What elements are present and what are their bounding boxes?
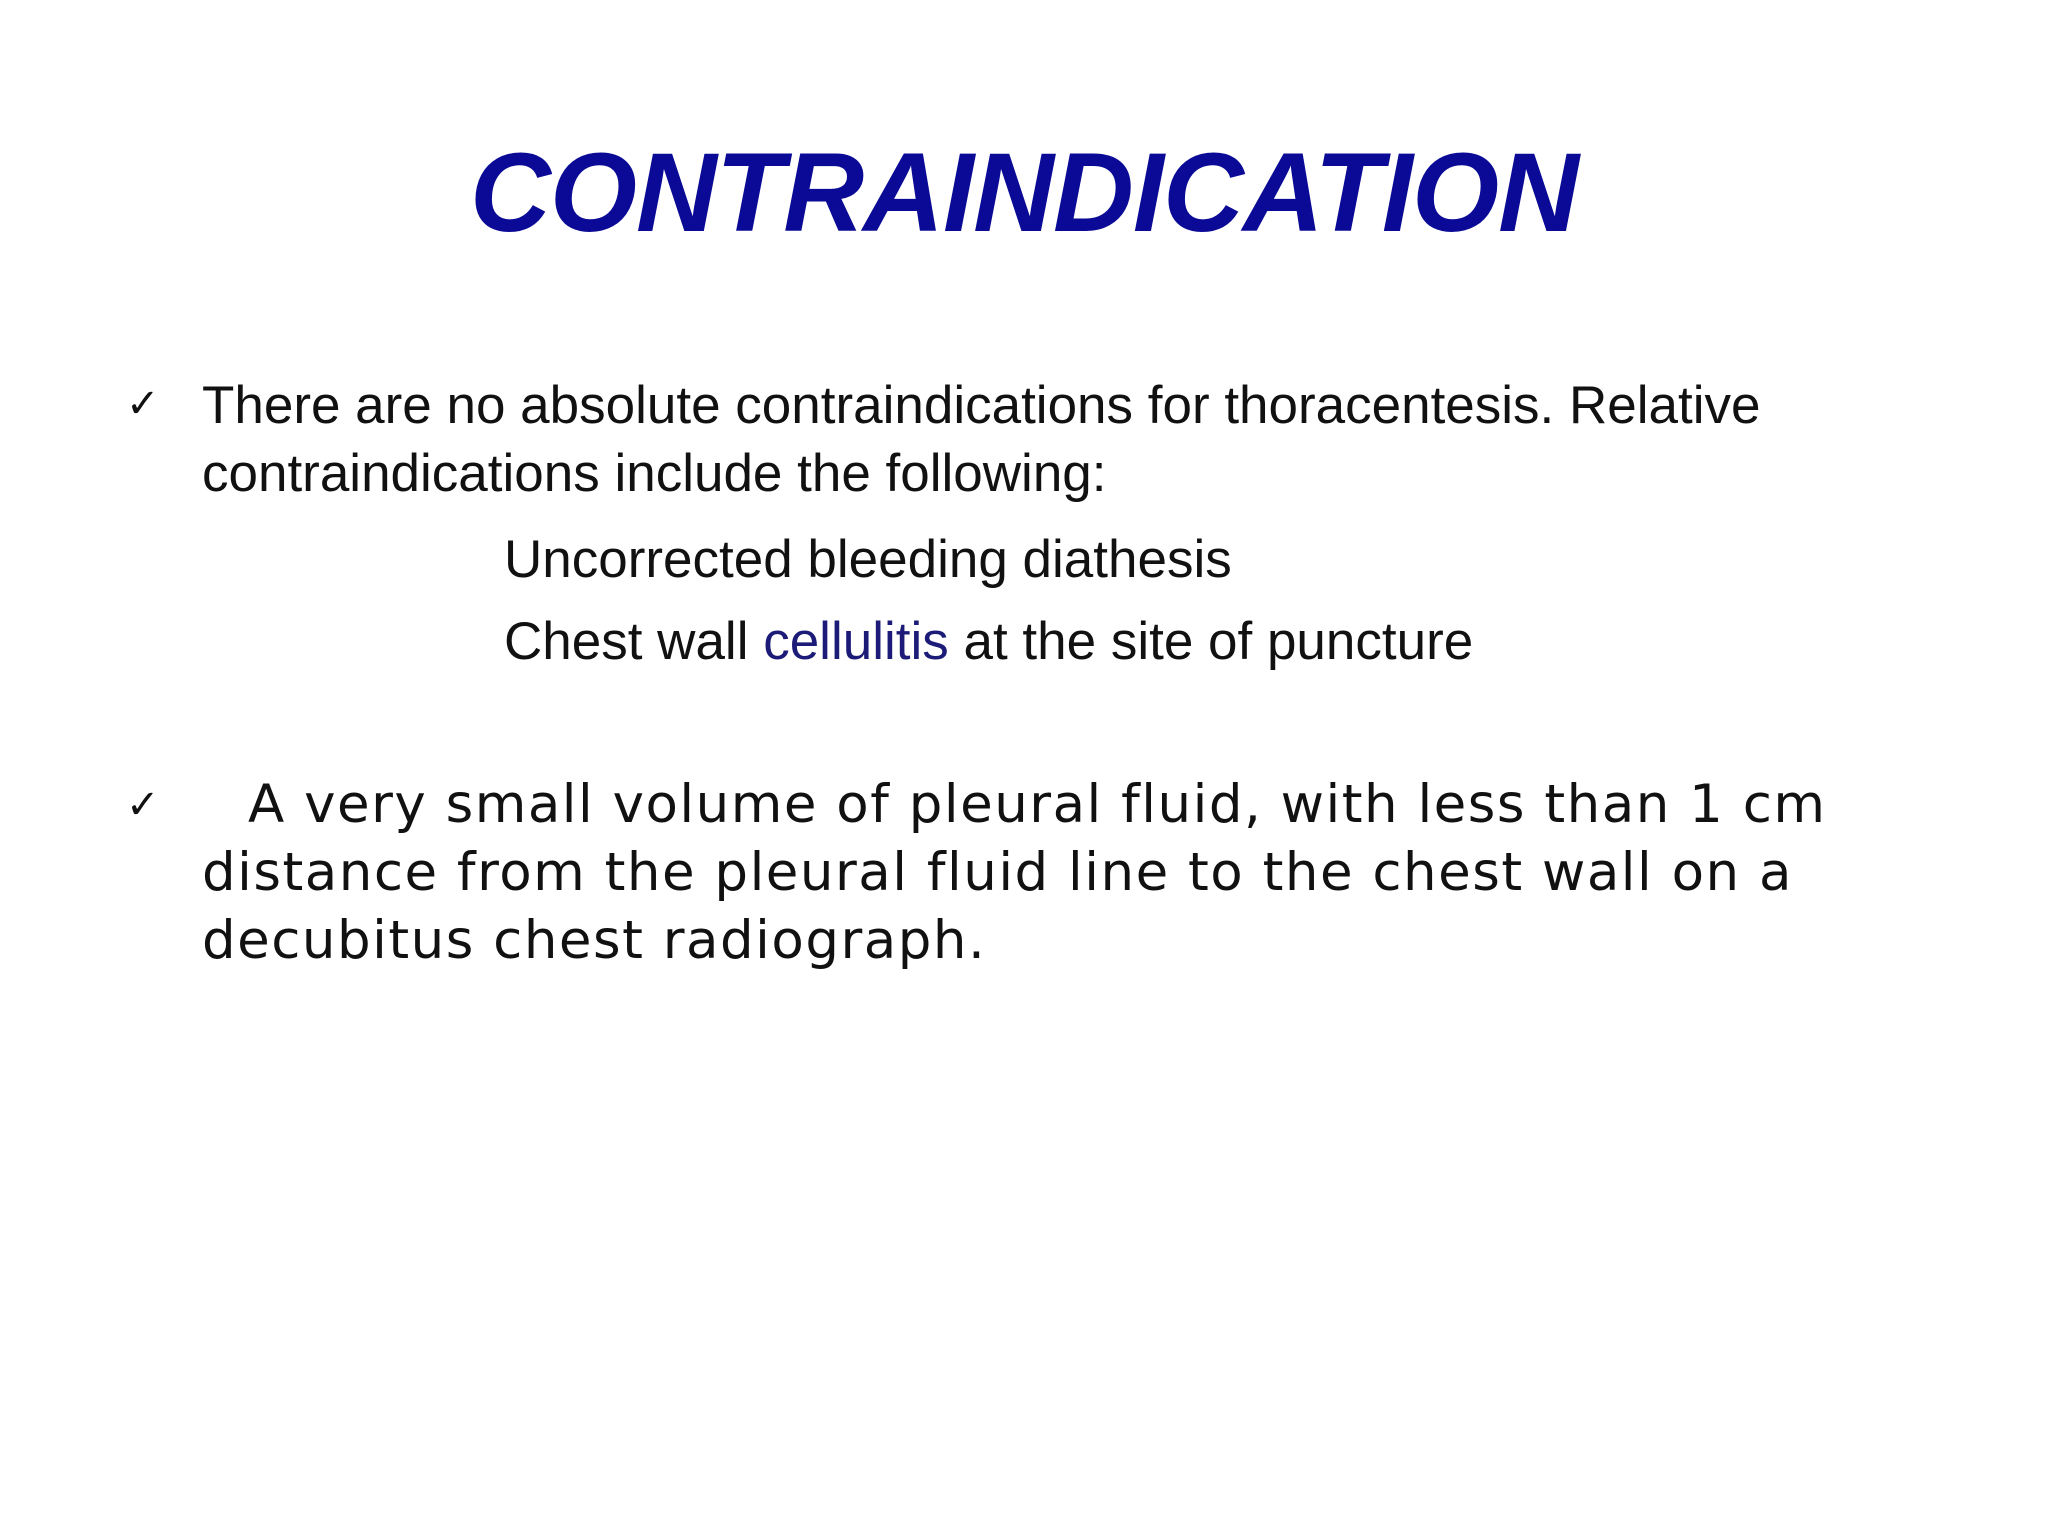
subitem-chest-wall-cellulitis [504, 608, 1473, 676]
checkmark-icon: ✓ [126, 782, 160, 828]
subitem-text-after: at the site of puncture [948, 612, 1474, 671]
subitem-bleeding-diathesis: Uncorrected bleeding diathesis [504, 530, 1232, 589]
bullet-2-content: A very small volume of pleural fluid, with less than 1 cm distance from the pleural fluid line to the chest wall on a decubitus chest radiograph. [202, 774, 1827, 971]
cellulitis-link[interactable]: cellulitis [763, 612, 949, 671]
bullet-2-text [202, 771, 1902, 975]
slide-title: CONTRAINDICATION [469, 130, 1579, 255]
subitem-text-before: Chest wall [504, 612, 764, 671]
bullet-1-text: There are no absolute contraindications for thoracentesis. Relative contraindications include the following: [202, 376, 1761, 503]
checkmark-icon: ✓ [126, 381, 160, 427]
